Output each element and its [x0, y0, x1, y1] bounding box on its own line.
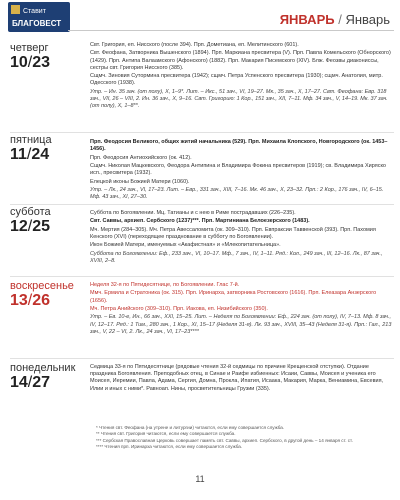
month-name-russian: ЯНВАРЬ	[279, 12, 335, 27]
day-new-style: 14	[10, 374, 28, 391]
entry-text: Свт. Саввы, архиеп. Сербского (1237)***. Прп. Мартиниана Белоезерского (1483).	[90, 218, 310, 225]
readings-text: Суббота по Богоявлении: Еф., 233 зач., VI, 10–17. Мф., 7 зач., IV, 1–11. Ряд.: Кол., 249 зач., III, 12–16. Лк., 87 зач., XVIII, 2–8.	[90, 250, 383, 264]
date-number: 14/27	[10, 374, 51, 391]
day-divider	[10, 276, 394, 277]
weekday: пятница	[10, 134, 52, 146]
day-divider	[10, 204, 394, 205]
day-new-style: 13	[10, 292, 28, 309]
weekday: четверг	[10, 42, 49, 54]
entry-text: Прп. Феодосия Великого, общих житий начальника (529). Прп. Михаила Клопского, Новгородского (ок. 1453–1456).	[90, 139, 388, 153]
page-header	[0, 0, 400, 32]
footnote: * Чтения свт. Феофана (на утрене и литургии) читаются, если ему совершается служба.	[96, 425, 285, 430]
date-number: 10/23	[10, 54, 51, 71]
day-old-style: 23	[32, 54, 51, 71]
month-separator: /	[334, 12, 346, 27]
footnote: ** Чтения свт. Григория читаются, если ему совершается служба.	[96, 431, 236, 437]
readings-text: Утр. – Лк., 24 зач., VI, 17–23. Лит. – Евр., 331 зач., XIII, 7–16. Мк. 46 зач., X, 23–32. Прп.: 2 Кор., 176 зач., IV, 6–15. Мф. 43 зач., XI, 27–30.	[90, 186, 384, 201]
day-label	[10, 42, 80, 72]
day-entry	[90, 42, 394, 112]
entry-text: Суббота по Богоявлении. Мц. Татианы и с нею в Риме пострадавших (226–235).	[90, 210, 296, 216]
entry-text: Сщмч. Зиновия Сутормина пресвитера (1942); сщмч. Петра Успенского пресвитера (1930); сщмч. Анатолия, митр. Одесского (1938).	[90, 73, 383, 87]
day-entry	[90, 282, 394, 337]
page-number: 11	[195, 474, 205, 484]
footnotes	[96, 425, 394, 451]
date-number: 13/26	[10, 292, 51, 309]
entry-text: Прп. Феодосия Антиохийского (ок. 412).	[90, 154, 192, 161]
footnote: **** Чтения прп. Иринарха читаются, если ему совершается служба.	[96, 444, 243, 450]
entry-text: Елецкой иконы Божией Матери (1060).	[90, 178, 190, 185]
day-entry	[90, 364, 394, 394]
day-new-style: 11	[10, 146, 27, 163]
header-rule	[68, 30, 394, 31]
day-old-style: 25	[32, 218, 51, 235]
footnote: *** Сербская Православная Церковь совершает память свт. Саввы, архиеп. Сербского, в другой день – 14 января ст. ст.	[96, 437, 353, 443]
month-heading	[280, 12, 390, 27]
entry-text: Икон Божией Матери, именуемых «Акафистная» и «Млекопитательница».	[90, 242, 281, 249]
entry-text: Ммч. Ермила и Стратоника (ок. 315). Прп. Иринарха, затворника Ростовского (1616). Прп. Елеазара Анзерского (1656).	[90, 290, 377, 304]
entry-text: Седмица 33-я по Пятидесятнице (рядовые чтения 32-й седмицы по причине Крещенской отступки). Отдание праздника Богоявления. Преподобных отец, в Синае и Раифе избиенных: Исаии, Саввы, Моисея и ученика его Моисея, Иеремии, Павла, Адама, Сергия, Домна, Прокла, Ипатия, Исаака, Макария, Марка, Вениамина, Евсевия, Илии и иных с ними*. Равноап. Нины, просветительницы Грузии (335).	[90, 364, 384, 392]
day-old-style: 24	[31, 146, 50, 163]
entry-text: Сщмч. Николая Мацкевского, Феодора Антипина и Владимира Фокина пресвитеров (1919); св. Владимира Хиряско исп., пресвитера (1932).	[90, 162, 386, 177]
store-logo	[8, 2, 70, 32]
entry-text: Мч. Мертия (284–305). Мч. Петра Авессаломита (ок. 309–310). Прп. Евпраксии Таввенской (393). Прп. Пахомия Кенского (XVI) (переходящее празднование в субботу по Богоявлении).	[90, 226, 376, 240]
month-name-church-slavonic: Январь	[345, 12, 390, 27]
day-label	[10, 362, 80, 392]
entry-text: Свт. Феофана, Затворника Вышенского (1894). Прп. Маркиана пресвитера (V). Прп. Павла Комельского (Обнорского) (1429). Прп. Антипа Валаамского (Афонского) (1882). Прп. Макария Писемского (XIV). Блж. Феозвы диакониссы, сестры свт. Григория Нисского (385).	[90, 50, 391, 71]
date-number: 11/24	[10, 146, 50, 163]
day-entry	[90, 139, 394, 203]
day-new-style: 12	[10, 218, 28, 235]
weekday: воскресенье	[10, 280, 74, 292]
svg-text:БЛАГОВЕСТ: БЛАГОВЕСТ	[12, 19, 62, 28]
entry-text: Мч. Петра Анийского (309–310). Прп. Иакова, еп. Низибийского (350).	[90, 305, 268, 312]
day-divider	[10, 358, 394, 359]
day-entry	[90, 210, 394, 266]
day-label	[10, 134, 80, 164]
svg-text:Ставит: Ставит	[23, 8, 46, 15]
weekday: понедельник	[10, 362, 76, 374]
day-new-style: 10	[10, 54, 28, 71]
day-old-style: 26	[32, 292, 51, 309]
readings-text: Утр. – Ев. 10-е, Ин., 66 зач., XXI, 15–25. Лит. – Неделя по Богоявлении: Еф., 224 зач. (от полу), IV, 7–13. Мф. 8 зач., IV, 12–17. Ряд.: 1 Тим., 280 зач., 1 Кор., XI, 15–17 (Неделя 31-я). Лк. 93 зач., XVIII, 35–43 (Неделя 31-я). Прп.: Гал., 213 зач., V, 22 – VI, 2. Лк., 24 зач., VI, 17–23****	[90, 314, 392, 335]
entry-text: Неделя 32-я по Пятидесятнице, по Богоявлении. Глас 7-й.	[90, 282, 240, 288]
day-old-style: 27	[32, 374, 51, 391]
date-number: 12/25	[10, 218, 51, 235]
day-label	[10, 280, 80, 310]
day-divider	[10, 132, 394, 133]
day-label	[10, 206, 80, 236]
weekday: суббота	[10, 206, 51, 218]
readings-text: Утр. – Ин. 35 зач. (от полу), X, 1–9*. Лит. – Икс., 51 зач., VI, 19–27. Мк., 35 зач., X, 17–27. Свт. Феофана: Евр. 318 зач., VII, 26 – VIII, 2. Ин. 36 зач., X, 9–16. Свт. Григорию: 1 Кор., 151 зач., XII, 7–11. Мф. 34 зач., V, 14–19. Мк. 37 зач. (от полу), X, 1–8**.	[90, 88, 388, 110]
entry-text: Свт. Григория, еп. Нисского (после 394). Прп. Дометиана, еп. Мелитинского (601).	[90, 42, 299, 48]
